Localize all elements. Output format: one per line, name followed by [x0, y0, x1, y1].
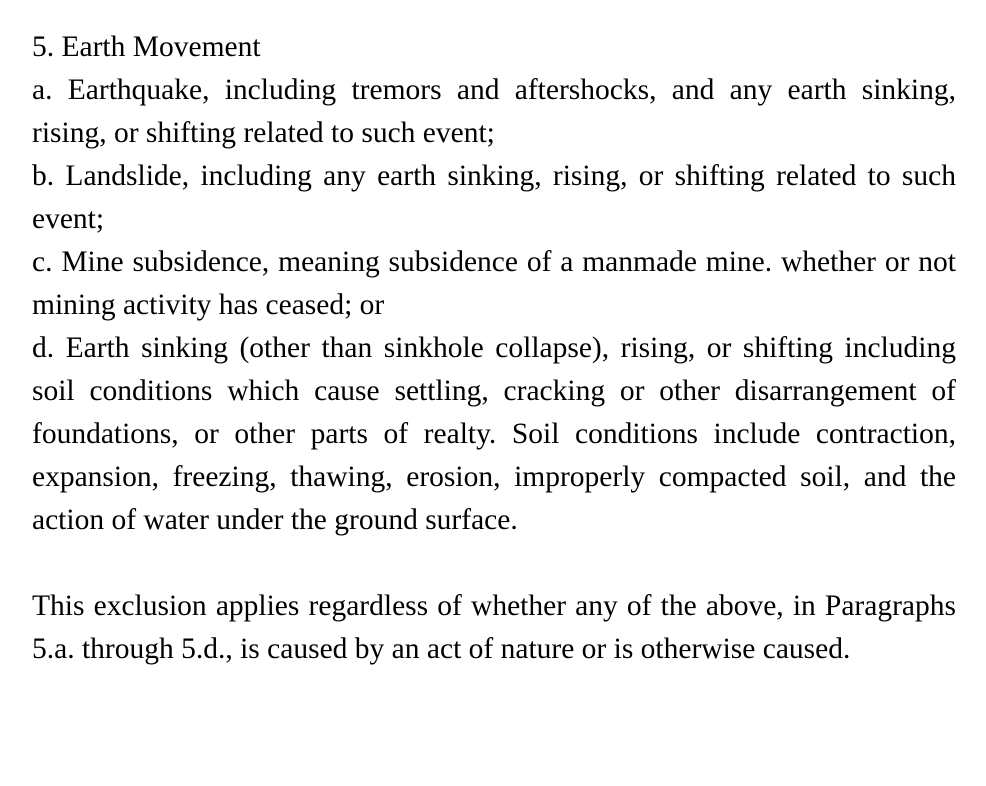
closing-paragraph: This exclusion applies regardless of whether any of the above, in Paragraphs 5.a. through 5.d., is caused by an act of nature or is otherwise caused.: [32, 590, 956, 665]
list-item-a: a. Earthquake, including tremors and aftershocks, and any earth sinking, rising, or shifting related to such event;: [32, 74, 956, 149]
paragraph-spacer: [32, 542, 956, 585]
list-item-d: d. Earth sinking (other than sinkhole collapse), rising, or shifting including soil conditions which cause settling, cracking or other disarrangement of foundations, or other parts of realty. Soil conditions include contraction, expansion, freezing, thawing, erosion, improperly compacted soil, and the action of water under the ground surface.: [32, 332, 956, 536]
section-heading: 5. Earth Movement: [32, 31, 261, 63]
document-body: [32, 26, 956, 671]
list-item-c: c. Mine subsidence, meaning subsidence of a manmade mine. whether or not mining activity has ceased; or: [32, 246, 956, 321]
list-item-b: b. Landslide, including any earth sinking, rising, or shifting related to such event;: [32, 160, 956, 235]
